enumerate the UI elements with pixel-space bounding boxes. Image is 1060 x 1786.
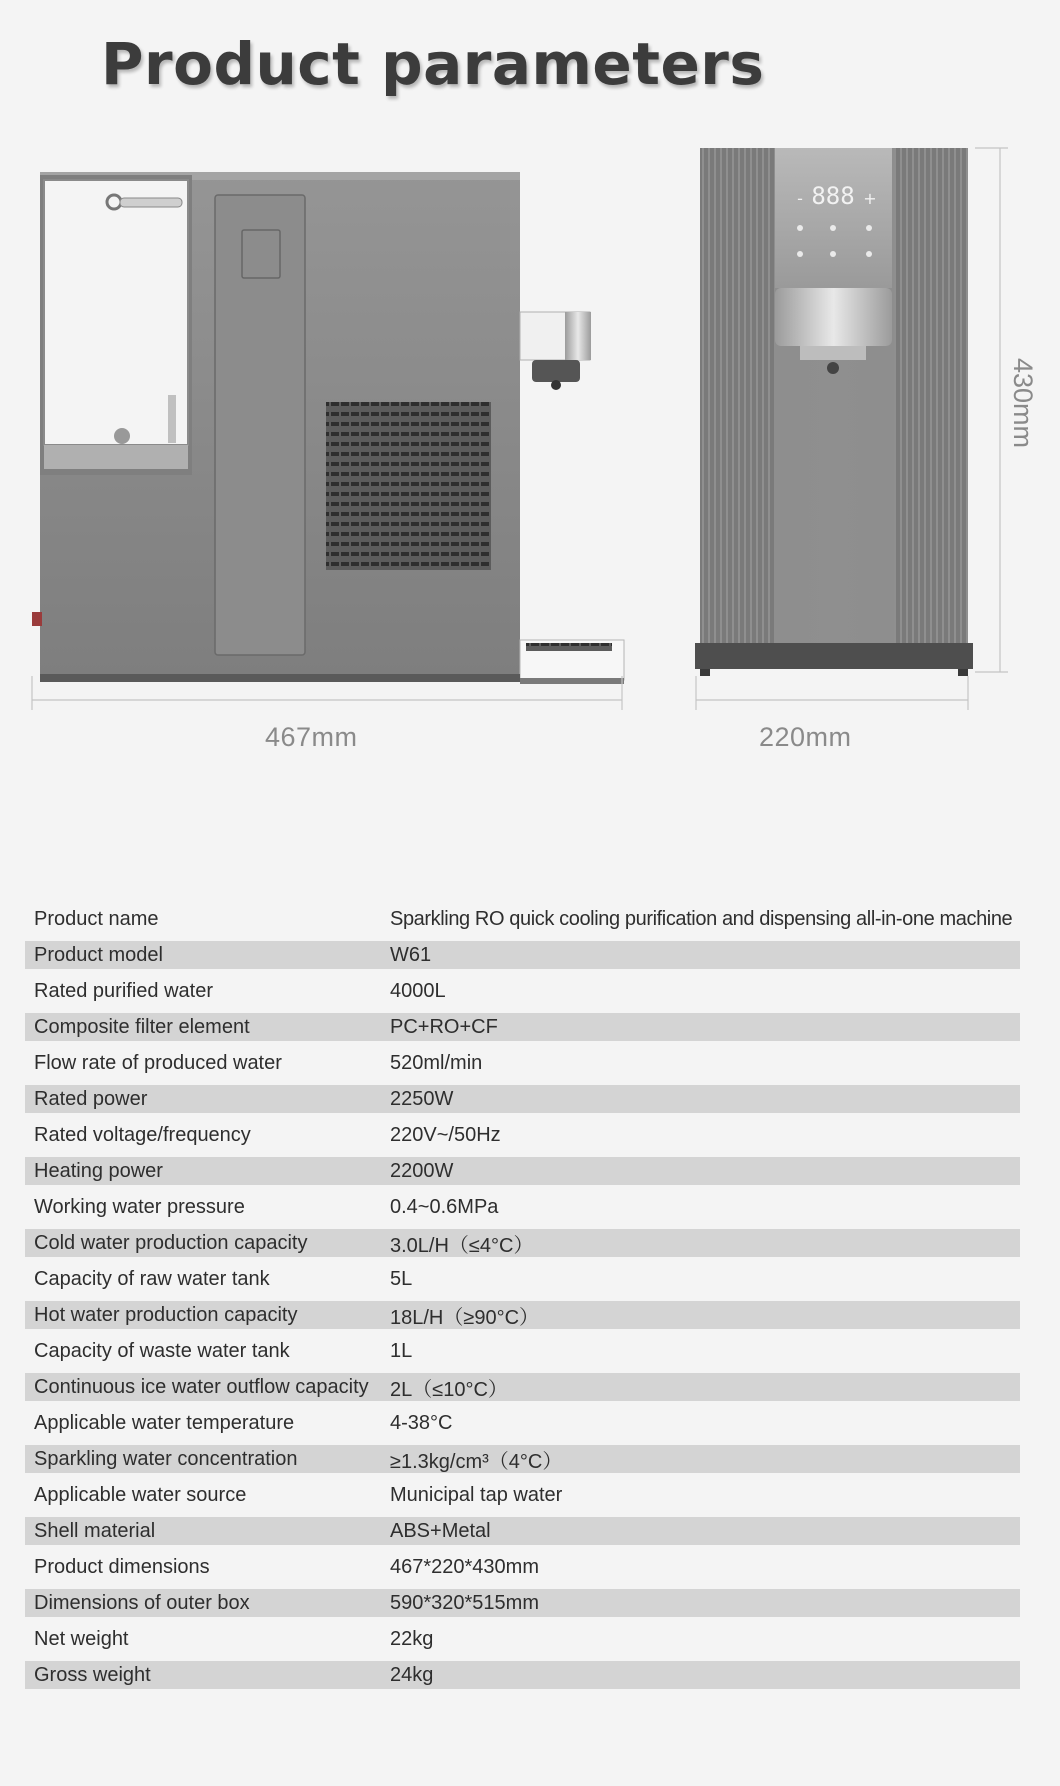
spec-label: Product model bbox=[34, 943, 163, 966]
spec-label: Applicable water source bbox=[34, 1483, 247, 1506]
spec-label: Sparkling water concentration bbox=[34, 1447, 298, 1470]
spec-row bbox=[25, 1549, 1020, 1585]
spec-label: Applicable water temperature bbox=[34, 1411, 295, 1434]
spec-label: Product name bbox=[34, 907, 159, 930]
spec-row bbox=[25, 901, 1020, 937]
spec-row bbox=[25, 1517, 1020, 1545]
spec-value: ≥1.3kg/cm³（4°C） bbox=[390, 1450, 563, 1473]
product-illustrations bbox=[0, 0, 1060, 760]
spec-label: Shell material bbox=[34, 1519, 156, 1542]
spec-row bbox=[25, 1189, 1020, 1225]
spec-label: Product dimensions bbox=[34, 1555, 210, 1578]
spec-row bbox=[25, 1301, 1020, 1329]
spec-label: Heating power bbox=[34, 1159, 163, 1182]
spec-row bbox=[25, 1405, 1020, 1441]
display-digits: 888 bbox=[811, 182, 855, 210]
front-view-machine bbox=[695, 148, 973, 676]
spec-row bbox=[25, 1621, 1020, 1657]
spec-row bbox=[25, 1445, 1020, 1473]
spec-value: 24kg bbox=[390, 1663, 434, 1686]
spec-row bbox=[25, 1661, 1020, 1689]
minus-icon: - bbox=[797, 189, 803, 208]
side-view-machine bbox=[32, 172, 624, 684]
length-dimension: 467mm bbox=[265, 722, 358, 752]
spec-label: Rated purified water bbox=[34, 979, 213, 1002]
page-title: Product parameters bbox=[101, 30, 765, 98]
spec-value: W61 bbox=[390, 943, 432, 966]
spec-row bbox=[25, 1045, 1020, 1081]
spec-value: 3.0L/H（≤4°C） bbox=[390, 1234, 534, 1257]
spec-value: ABS+Metal bbox=[390, 1519, 491, 1542]
spec-value: 1L bbox=[390, 1339, 413, 1362]
spec-value: 0.4~0.6MPa bbox=[390, 1195, 499, 1218]
spec-label: Dimensions of outer box bbox=[34, 1591, 250, 1614]
spec-row bbox=[25, 1373, 1020, 1401]
spec-row bbox=[25, 1477, 1020, 1513]
spec-label: Working water pressure bbox=[34, 1195, 245, 1218]
spec-table bbox=[25, 901, 1020, 1693]
spec-value: 22kg bbox=[390, 1627, 434, 1650]
spec-row bbox=[25, 1013, 1020, 1041]
spec-label: Continuous ice water outflow capacity bbox=[34, 1375, 369, 1398]
spec-row bbox=[25, 973, 1020, 1009]
spec-value: 18L/H（≥90°C） bbox=[390, 1306, 540, 1329]
spec-value: 467*220*430mm bbox=[390, 1555, 539, 1578]
spec-row bbox=[25, 1589, 1020, 1617]
spec-value: 590*320*515mm bbox=[390, 1591, 539, 1614]
spec-label: Rated voltage/frequency bbox=[34, 1123, 251, 1146]
spec-label: Hot water production capacity bbox=[34, 1303, 298, 1326]
spec-value: Sparkling RO quick cooling purification and dispensing all-in-one machine bbox=[390, 907, 1013, 930]
spec-value: PC+RO+CF bbox=[390, 1015, 498, 1038]
spec-label: Capacity of raw water tank bbox=[34, 1267, 270, 1290]
spec-value: 5L bbox=[390, 1267, 413, 1290]
spec-row bbox=[25, 1085, 1020, 1113]
spec-label: Cold water production capacity bbox=[34, 1231, 308, 1254]
spec-value: 520ml/min bbox=[390, 1051, 483, 1074]
spec-value: 4000L bbox=[390, 979, 446, 1002]
spec-label: Flow rate of produced water bbox=[34, 1051, 282, 1074]
spec-value: 2L（≤10°C） bbox=[390, 1378, 508, 1401]
spec-row bbox=[25, 1261, 1020, 1297]
height-dimension: 430mm bbox=[1008, 357, 1038, 449]
spec-value: 2200W bbox=[390, 1159, 454, 1182]
spec-value: 220V~/50Hz bbox=[390, 1123, 501, 1146]
spec-value: 4-38°C bbox=[390, 1411, 453, 1434]
spec-label: Capacity of waste water tank bbox=[34, 1339, 290, 1362]
spec-value: 2250W bbox=[390, 1087, 454, 1110]
spec-label: Composite filter element bbox=[34, 1015, 250, 1038]
spec-label: Net weight bbox=[34, 1627, 129, 1650]
spec-label: Rated power bbox=[34, 1087, 148, 1110]
spec-row bbox=[25, 1333, 1020, 1369]
plus-icon: + bbox=[863, 189, 877, 208]
spec-label: Gross weight bbox=[34, 1663, 151, 1686]
spec-row bbox=[25, 1117, 1020, 1153]
spec-row bbox=[25, 1157, 1020, 1185]
spec-row bbox=[25, 1229, 1020, 1257]
width-dimension: 220mm bbox=[759, 722, 852, 752]
spec-value: Municipal tap water bbox=[390, 1483, 563, 1506]
spec-row bbox=[25, 941, 1020, 969]
